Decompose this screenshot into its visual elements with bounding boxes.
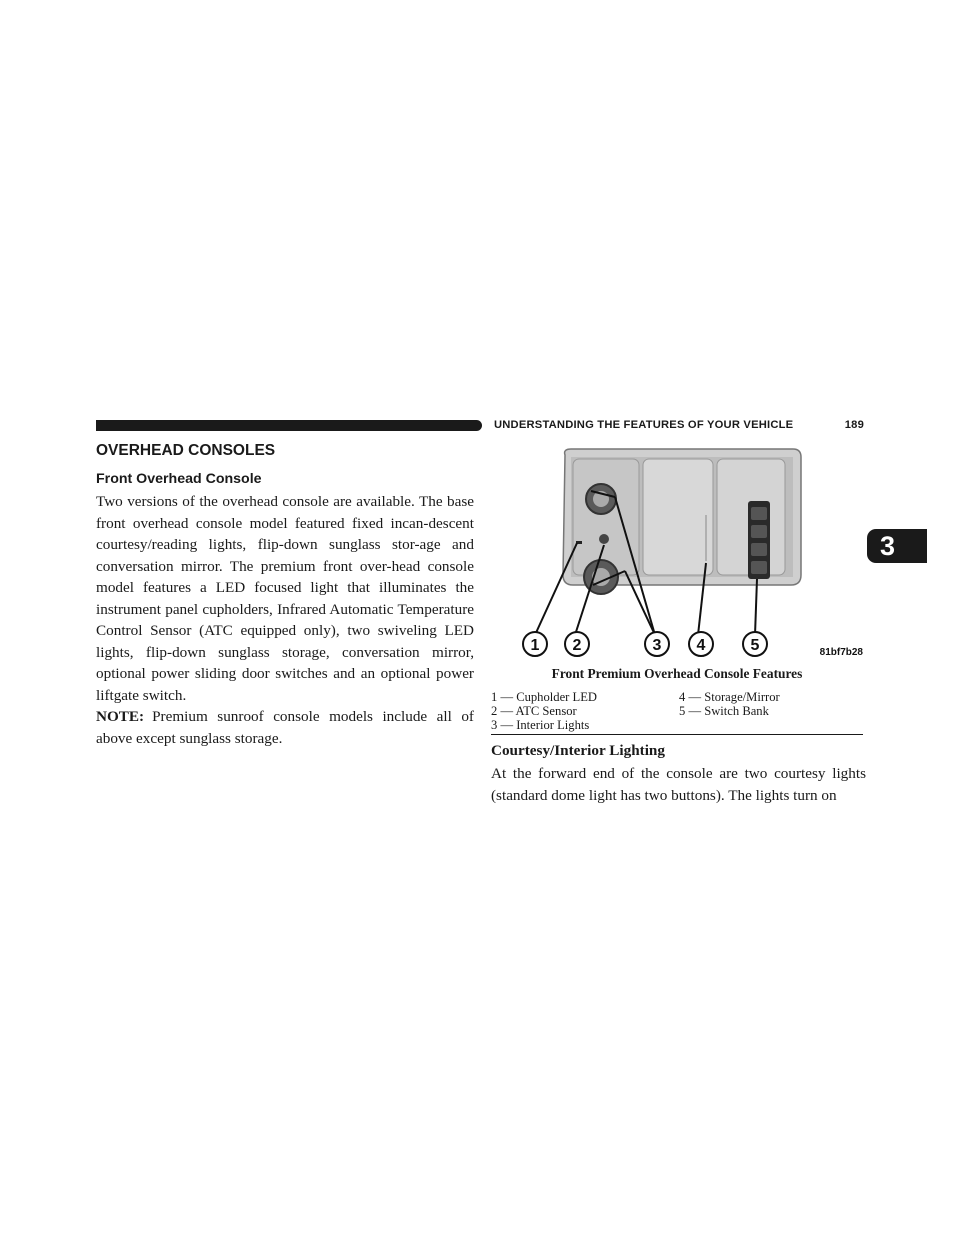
legend-row [491, 718, 863, 732]
note-paragraph [96, 706, 474, 749]
figure-code: 81bf7b28 [819, 647, 863, 658]
chapter-tab [867, 529, 927, 563]
legend-item: 2 — ATC Sensor [491, 704, 577, 718]
callout-1 [523, 632, 547, 656]
page-number: 189 [844, 419, 864, 431]
legend-item: 1 — Cupholder LED [491, 690, 597, 704]
legend-row [491, 690, 863, 704]
body-paragraph: Two versions of the overhead console are available. The base front overhead console model featured fixed incan-descent courtesy/reading lights, flip-down sunglass stor-age and conversation mirror. The premium front over-head console model features a LED focused light that illuminates the instrument panel cupholders, Infrared Automatic Temperature Control Sensor (ATC equipped only), two swiveling LED lights, flip-down sunglass storage, conversation mirror, optional power sliding door switches and an optional power liftgate switch. [96, 493, 474, 704]
callout-2-label: 2 [572, 637, 582, 654]
subsection-heading: Front Overhead Console [96, 471, 262, 487]
note-text: Premium sunroof console models include all of above except sunglass storage. [96, 708, 474, 747]
callout-3-label: 3 [652, 637, 662, 654]
courtesy-lighting-heading: Courtesy/Interior Lighting [491, 742, 665, 759]
header-rule [96, 420, 482, 431]
left-column [96, 442, 474, 749]
right-column [491, 742, 866, 806]
note-label: NOTE: [96, 708, 145, 725]
storage-bin [643, 459, 713, 575]
legend-item: 3 — Interior Lights [491, 718, 590, 732]
legend-item: 4 — Storage/Mirror [679, 690, 780, 704]
atc-sensor [599, 534, 609, 544]
running-header [494, 419, 864, 435]
figure-legend [491, 690, 863, 735]
callout-3 [645, 632, 669, 656]
callout-1-label: 1 [530, 637, 540, 654]
callout-5 [743, 632, 767, 656]
courtesy-lighting-paragraph: At the forward end of the console are two courtesy lights (standard dome light has two buttons). The lights turn on [491, 765, 866, 804]
legend-item: 5 — Switch Bank [679, 704, 769, 718]
chapter-number: 3 [880, 531, 896, 561]
figure-caption: Front Premium Overhead Console Features [551, 666, 803, 681]
callout-4-label: 4 [696, 637, 706, 654]
callout-2 [565, 632, 589, 656]
console-illustration [493, 445, 865, 663]
section-heading: OVERHEAD CONSOLES [96, 442, 276, 459]
running-header-title: UNDERSTANDING THE FEATURES OF YOUR VEHICLE [494, 419, 794, 431]
callout-4 [689, 632, 713, 656]
callout-5-label: 5 [750, 637, 760, 654]
legend-row [491, 704, 863, 718]
